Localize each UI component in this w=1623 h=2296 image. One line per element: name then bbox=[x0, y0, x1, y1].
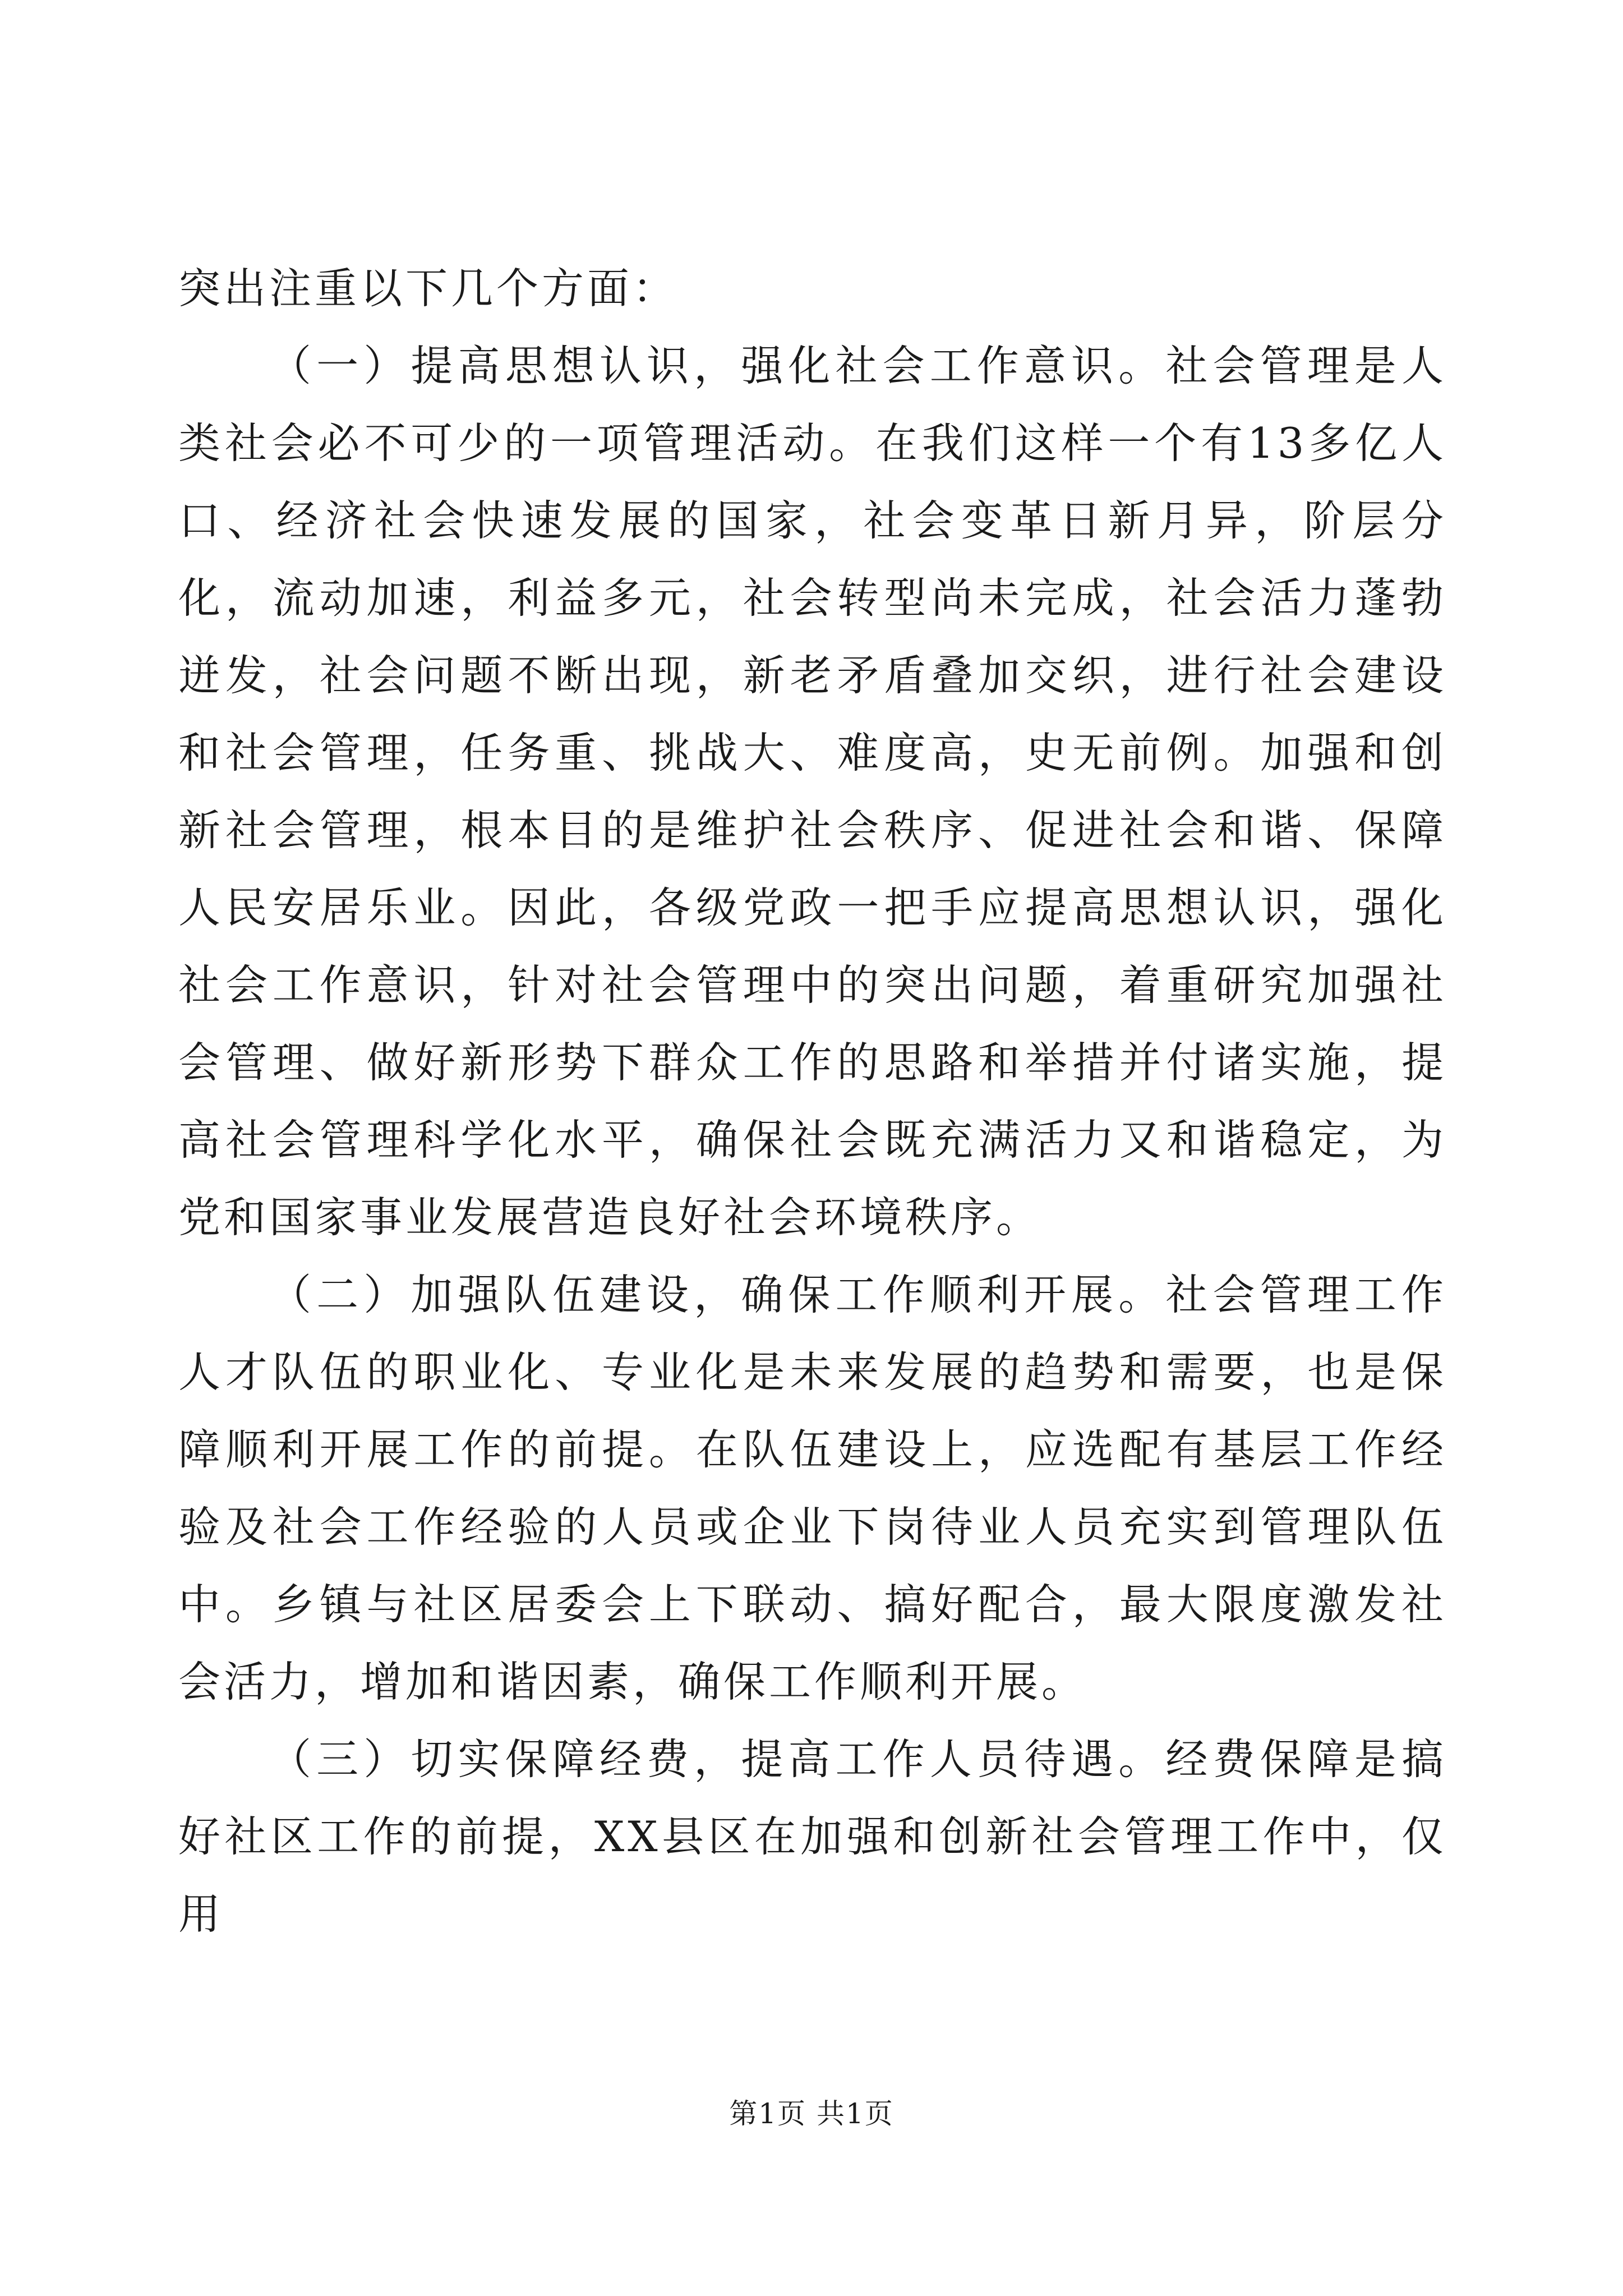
paragraph-section-1: （一）提高思想认识，强化社会工作意识。社会管理是人类社会必不可少的一项管理活动。在我们这样一个有13多亿人口、经济社会快速发展的国家，社会变革日新月异，阶层分化，流动加速，利益多元，社会转型尚未完成，社会活力蓬勃迸发，社会问题不断出现，新老矛盾叠加交织，进行社会建设和社会管理，任务重、挑战大、难度高，史无前例。加强和创新社会管理，根本目的是维护社会秩序、促进社会和谐、保障人民安居乐业。因此，各级党政一把手应提高思想认识，强化社会工作意识，针对社会管理中的突出问题，着重研究加强社会管理、做好新形势下群众工作的思路和举措并付诸实施，提高社会管理科学化水平，确保社会既充满活力又和谐稳定，为党和国家事业发展营造良好社会环境秩序。 bbox=[178, 341, 1447, 1242]
paragraph-section-3: （三）切实保障经费，提高工作人员待遇。经费保障是搞好社区工作的前提，XX县区在加强和创新社会管理工作中，仅用 bbox=[178, 1734, 1447, 1939]
document-body bbox=[178, 250, 1447, 1953]
page-number-footer: 第1页 共1页 bbox=[729, 2097, 894, 2130]
paragraph-section-2: （二）加强队伍建设，确保工作顺利开展。社会管理工作人才队伍的职业化、专业化是未来发展的趋势和需要，也是保障顺利开展工作的前提。在队伍建设上，应选配有基层工作经验及社会工作经验的人员或企业下岗待业人员充实到管理队伍中。乡镇与社区居委会上下联动、搞好配合，最大限度激发社会活力，增加和谐因素，确保工作顺利开展。 bbox=[178, 1270, 1447, 1706]
paragraph-intro: 突出注重以下几个方面： bbox=[178, 264, 679, 313]
